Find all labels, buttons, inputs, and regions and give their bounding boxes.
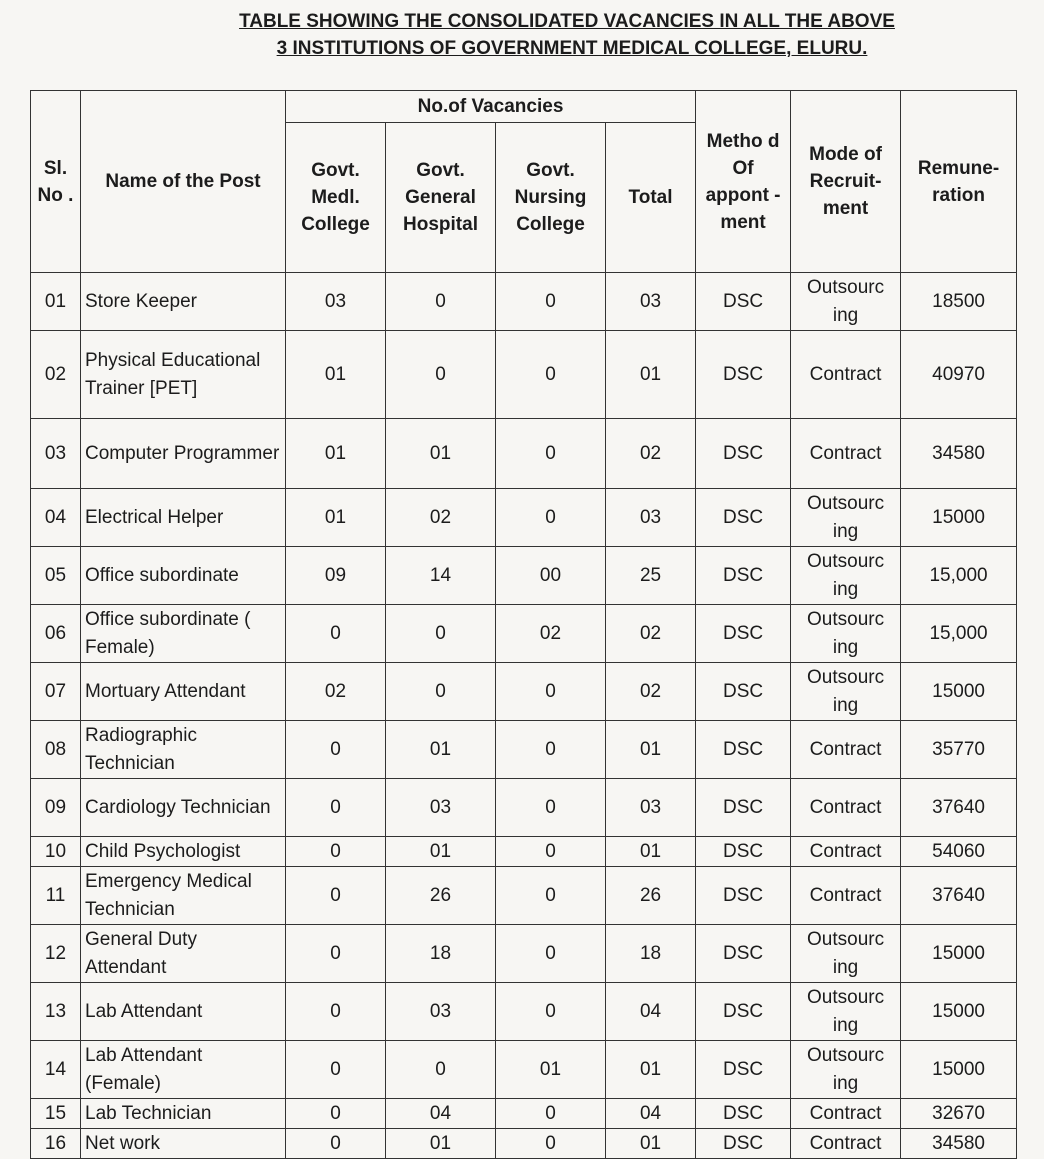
total-cell: 03 xyxy=(606,779,696,837)
total-cell: 01 xyxy=(606,331,696,419)
medl-college-cell: 01 xyxy=(286,331,386,419)
mode-cell: Contract xyxy=(791,419,901,489)
general-hospital-cell: 04 xyxy=(386,1099,496,1129)
method-cell: DSC xyxy=(696,779,791,837)
table-row xyxy=(31,663,1017,721)
nursing-college-cell: 0 xyxy=(496,273,606,331)
post-name-cell: Cardiology Technician xyxy=(81,779,286,837)
mode-cell: Outsourc ing xyxy=(791,605,901,663)
mode-cell: Contract xyxy=(791,331,901,419)
nursing-college-cell: 0 xyxy=(496,867,606,925)
header-govt-general-hospital: Govt. General Hospital xyxy=(386,123,496,273)
title-line-1: TABLE SHOWING THE CONSOLIDATED VACANCIES IN ALL THE ABOVE xyxy=(239,11,895,32)
post-name-cell: Mortuary Attendant xyxy=(81,663,286,721)
nursing-college-cell: 0 xyxy=(496,419,606,489)
post-name-cell: Radiographic Technician xyxy=(81,721,286,779)
header-mode-of-recruitment: Mode of Recruit- ment xyxy=(791,91,901,273)
post-name-cell: General Duty Attendant xyxy=(81,925,286,983)
table-row xyxy=(31,867,1017,925)
mode-cell: Contract xyxy=(791,1129,901,1159)
sl-no-cell: 07 xyxy=(31,663,81,721)
post-name-cell: Net work xyxy=(81,1129,286,1159)
medl-college-cell: 0 xyxy=(286,721,386,779)
total-cell: 02 xyxy=(606,663,696,721)
nursing-college-cell: 0 xyxy=(496,983,606,1041)
general-hospital-cell: 18 xyxy=(386,925,496,983)
medl-college-cell: 09 xyxy=(286,547,386,605)
post-name-cell: Lab Attendant (Female) xyxy=(81,1041,286,1099)
post-name-cell: Electrical Helper xyxy=(81,489,286,547)
sl-no-cell: 02 xyxy=(31,331,81,419)
method-cell: DSC xyxy=(696,1099,791,1129)
general-hospital-cell: 03 xyxy=(386,779,496,837)
mode-cell: Outsourc ing xyxy=(791,1041,901,1099)
remuneration-cell: 54060 xyxy=(901,837,1017,867)
total-cell: 03 xyxy=(606,489,696,547)
remuneration-cell: 37640 xyxy=(901,779,1017,837)
mode-cell: Contract xyxy=(791,1099,901,1129)
method-cell: DSC xyxy=(696,925,791,983)
method-cell: DSC xyxy=(696,983,791,1041)
mode-cell: Outsourc ing xyxy=(791,663,901,721)
nursing-college-cell: 0 xyxy=(496,489,606,547)
total-cell: 01 xyxy=(606,1129,696,1159)
table-row xyxy=(31,605,1017,663)
header-name-of-post: Name of the Post xyxy=(81,91,286,273)
medl-college-cell: 0 xyxy=(286,1099,386,1129)
method-cell: DSC xyxy=(696,419,791,489)
table-row xyxy=(31,547,1017,605)
general-hospital-cell: 26 xyxy=(386,867,496,925)
sl-no-cell: 16 xyxy=(31,1129,81,1159)
post-name-cell: Computer Programmer xyxy=(81,419,286,489)
nursing-college-cell: 0 xyxy=(496,779,606,837)
post-name-cell: Lab Technician xyxy=(81,1099,286,1129)
total-cell: 25 xyxy=(606,547,696,605)
remuneration-cell: 15000 xyxy=(901,925,1017,983)
medl-college-cell: 03 xyxy=(286,273,386,331)
general-hospital-cell: 0 xyxy=(386,605,496,663)
sl-no-cell: 14 xyxy=(31,1041,81,1099)
remuneration-cell: 18500 xyxy=(901,273,1017,331)
total-cell: 01 xyxy=(606,837,696,867)
nursing-college-cell: 0 xyxy=(496,663,606,721)
mode-cell: Outsourc ing xyxy=(791,925,901,983)
table-row xyxy=(31,779,1017,837)
remuneration-cell: 40970 xyxy=(901,331,1017,419)
sl-no-cell: 12 xyxy=(31,925,81,983)
post-name-cell: Physical Educational Trainer [PET] xyxy=(81,331,286,419)
nursing-college-cell: 00 xyxy=(496,547,606,605)
table-row xyxy=(31,1129,1017,1159)
sl-no-cell: 15 xyxy=(31,1099,81,1129)
remuneration-cell: 15,000 xyxy=(901,547,1017,605)
header-govt-nursing-college: Govt. Nursing College xyxy=(496,123,606,273)
mode-cell: Outsourc ing xyxy=(791,547,901,605)
nursing-college-cell: 0 xyxy=(496,721,606,779)
post-name-cell: Store Keeper xyxy=(81,273,286,331)
remuneration-cell: 15000 xyxy=(901,489,1017,547)
table-row xyxy=(31,1041,1017,1099)
remuneration-cell: 35770 xyxy=(901,721,1017,779)
sl-no-cell: 10 xyxy=(31,837,81,867)
post-name-cell: Emergency Medical Technician xyxy=(81,867,286,925)
method-cell: DSC xyxy=(696,331,791,419)
general-hospital-cell: 01 xyxy=(386,721,496,779)
general-hospital-cell: 01 xyxy=(386,419,496,489)
method-cell: DSC xyxy=(696,663,791,721)
method-cell: DSC xyxy=(696,1041,791,1099)
medl-college-cell: 0 xyxy=(286,1129,386,1159)
sl-no-cell: 04 xyxy=(31,489,81,547)
sl-no-cell: 05 xyxy=(31,547,81,605)
document-title xyxy=(0,8,1044,62)
table-body xyxy=(31,273,1017,1159)
general-hospital-cell: 0 xyxy=(386,273,496,331)
nursing-college-cell: 02 xyxy=(496,605,606,663)
mode-cell: Outsourc ing xyxy=(791,489,901,547)
header-total: Total xyxy=(606,123,696,273)
method-cell: DSC xyxy=(696,867,791,925)
general-hospital-cell: 0 xyxy=(386,331,496,419)
table-row xyxy=(31,721,1017,779)
nursing-college-cell: 0 xyxy=(496,925,606,983)
medl-college-cell: 0 xyxy=(286,867,386,925)
general-hospital-cell: 01 xyxy=(386,1129,496,1159)
method-cell: DSC xyxy=(696,273,791,331)
general-hospital-cell: 03 xyxy=(386,983,496,1041)
title-line-2: 3 INSTITUTIONS OF GOVERNMENT MEDICAL COLLEGE, ELURU. xyxy=(276,38,868,59)
medl-college-cell: 01 xyxy=(286,489,386,547)
medl-college-cell: 0 xyxy=(286,605,386,663)
remuneration-cell: 15,000 xyxy=(901,605,1017,663)
total-cell: 01 xyxy=(606,721,696,779)
post-name-cell: Child Psychologist xyxy=(81,837,286,867)
sl-no-cell: 06 xyxy=(31,605,81,663)
total-cell: 02 xyxy=(606,605,696,663)
remuneration-cell: 15000 xyxy=(901,983,1017,1041)
remuneration-cell: 32670 xyxy=(901,1099,1017,1129)
medl-college-cell: 0 xyxy=(286,837,386,867)
remuneration-cell: 34580 xyxy=(901,1129,1017,1159)
table-row xyxy=(31,983,1017,1041)
header-no-of-vacancies: No.of Vacancies xyxy=(286,91,696,123)
nursing-college-cell: 0 xyxy=(496,1129,606,1159)
post-name-cell: Lab Attendant xyxy=(81,983,286,1041)
nursing-college-cell: 0 xyxy=(496,1099,606,1129)
table-row xyxy=(31,837,1017,867)
medl-college-cell: 0 xyxy=(286,779,386,837)
general-hospital-cell: 0 xyxy=(386,663,496,721)
method-cell: DSC xyxy=(696,489,791,547)
general-hospital-cell: 02 xyxy=(386,489,496,547)
mode-cell: Contract xyxy=(791,867,901,925)
table-row xyxy=(31,273,1017,331)
medl-college-cell: 0 xyxy=(286,1041,386,1099)
sl-no-cell: 01 xyxy=(31,273,81,331)
method-cell: DSC xyxy=(696,1129,791,1159)
sl-no-cell: 03 xyxy=(31,419,81,489)
medl-college-cell: 0 xyxy=(286,925,386,983)
total-cell: 01 xyxy=(606,1041,696,1099)
total-cell: 26 xyxy=(606,867,696,925)
table-row xyxy=(31,925,1017,983)
table-row xyxy=(31,419,1017,489)
medl-college-cell: 0 xyxy=(286,983,386,1041)
sl-no-cell: 11 xyxy=(31,867,81,925)
total-cell: 04 xyxy=(606,1099,696,1129)
nursing-college-cell: 0 xyxy=(496,837,606,867)
mode-cell: Contract xyxy=(791,837,901,867)
header-method-of-appointment: Metho d Of appont - ment xyxy=(696,91,791,273)
post-name-cell: Office subordinate ( Female) xyxy=(81,605,286,663)
total-cell: 18 xyxy=(606,925,696,983)
total-cell: 04 xyxy=(606,983,696,1041)
method-cell: DSC xyxy=(696,605,791,663)
table-row xyxy=(31,489,1017,547)
nursing-college-cell: 01 xyxy=(496,1041,606,1099)
header-govt-medl-college: Govt. Medl. College xyxy=(286,123,386,273)
mode-cell: Contract xyxy=(791,779,901,837)
general-hospital-cell: 0 xyxy=(386,1041,496,1099)
medl-college-cell: 01 xyxy=(286,419,386,489)
vacancies-table xyxy=(30,90,1017,1159)
post-name-cell: Office subordinate xyxy=(81,547,286,605)
table-row xyxy=(31,1099,1017,1129)
total-cell: 02 xyxy=(606,419,696,489)
general-hospital-cell: 14 xyxy=(386,547,496,605)
method-cell: DSC xyxy=(696,837,791,867)
sl-no-cell: 13 xyxy=(31,983,81,1041)
mode-cell: Outsourc ing xyxy=(791,983,901,1041)
remuneration-cell: 15000 xyxy=(901,663,1017,721)
general-hospital-cell: 01 xyxy=(386,837,496,867)
remuneration-cell: 15000 xyxy=(901,1041,1017,1099)
table-row xyxy=(31,331,1017,419)
sl-no-cell: 09 xyxy=(31,779,81,837)
total-cell: 03 xyxy=(606,273,696,331)
remuneration-cell: 34580 xyxy=(901,419,1017,489)
header-row-top xyxy=(31,91,1017,123)
method-cell: DSC xyxy=(696,547,791,605)
medl-college-cell: 02 xyxy=(286,663,386,721)
method-cell: DSC xyxy=(696,721,791,779)
header-remuneration: Remune- ration xyxy=(901,91,1017,273)
remuneration-cell: 37640 xyxy=(901,867,1017,925)
header-sl-no: Sl. No . xyxy=(31,91,81,273)
mode-cell: Outsourc ing xyxy=(791,273,901,331)
sl-no-cell: 08 xyxy=(31,721,81,779)
nursing-college-cell: 0 xyxy=(496,331,606,419)
mode-cell: Contract xyxy=(791,721,901,779)
